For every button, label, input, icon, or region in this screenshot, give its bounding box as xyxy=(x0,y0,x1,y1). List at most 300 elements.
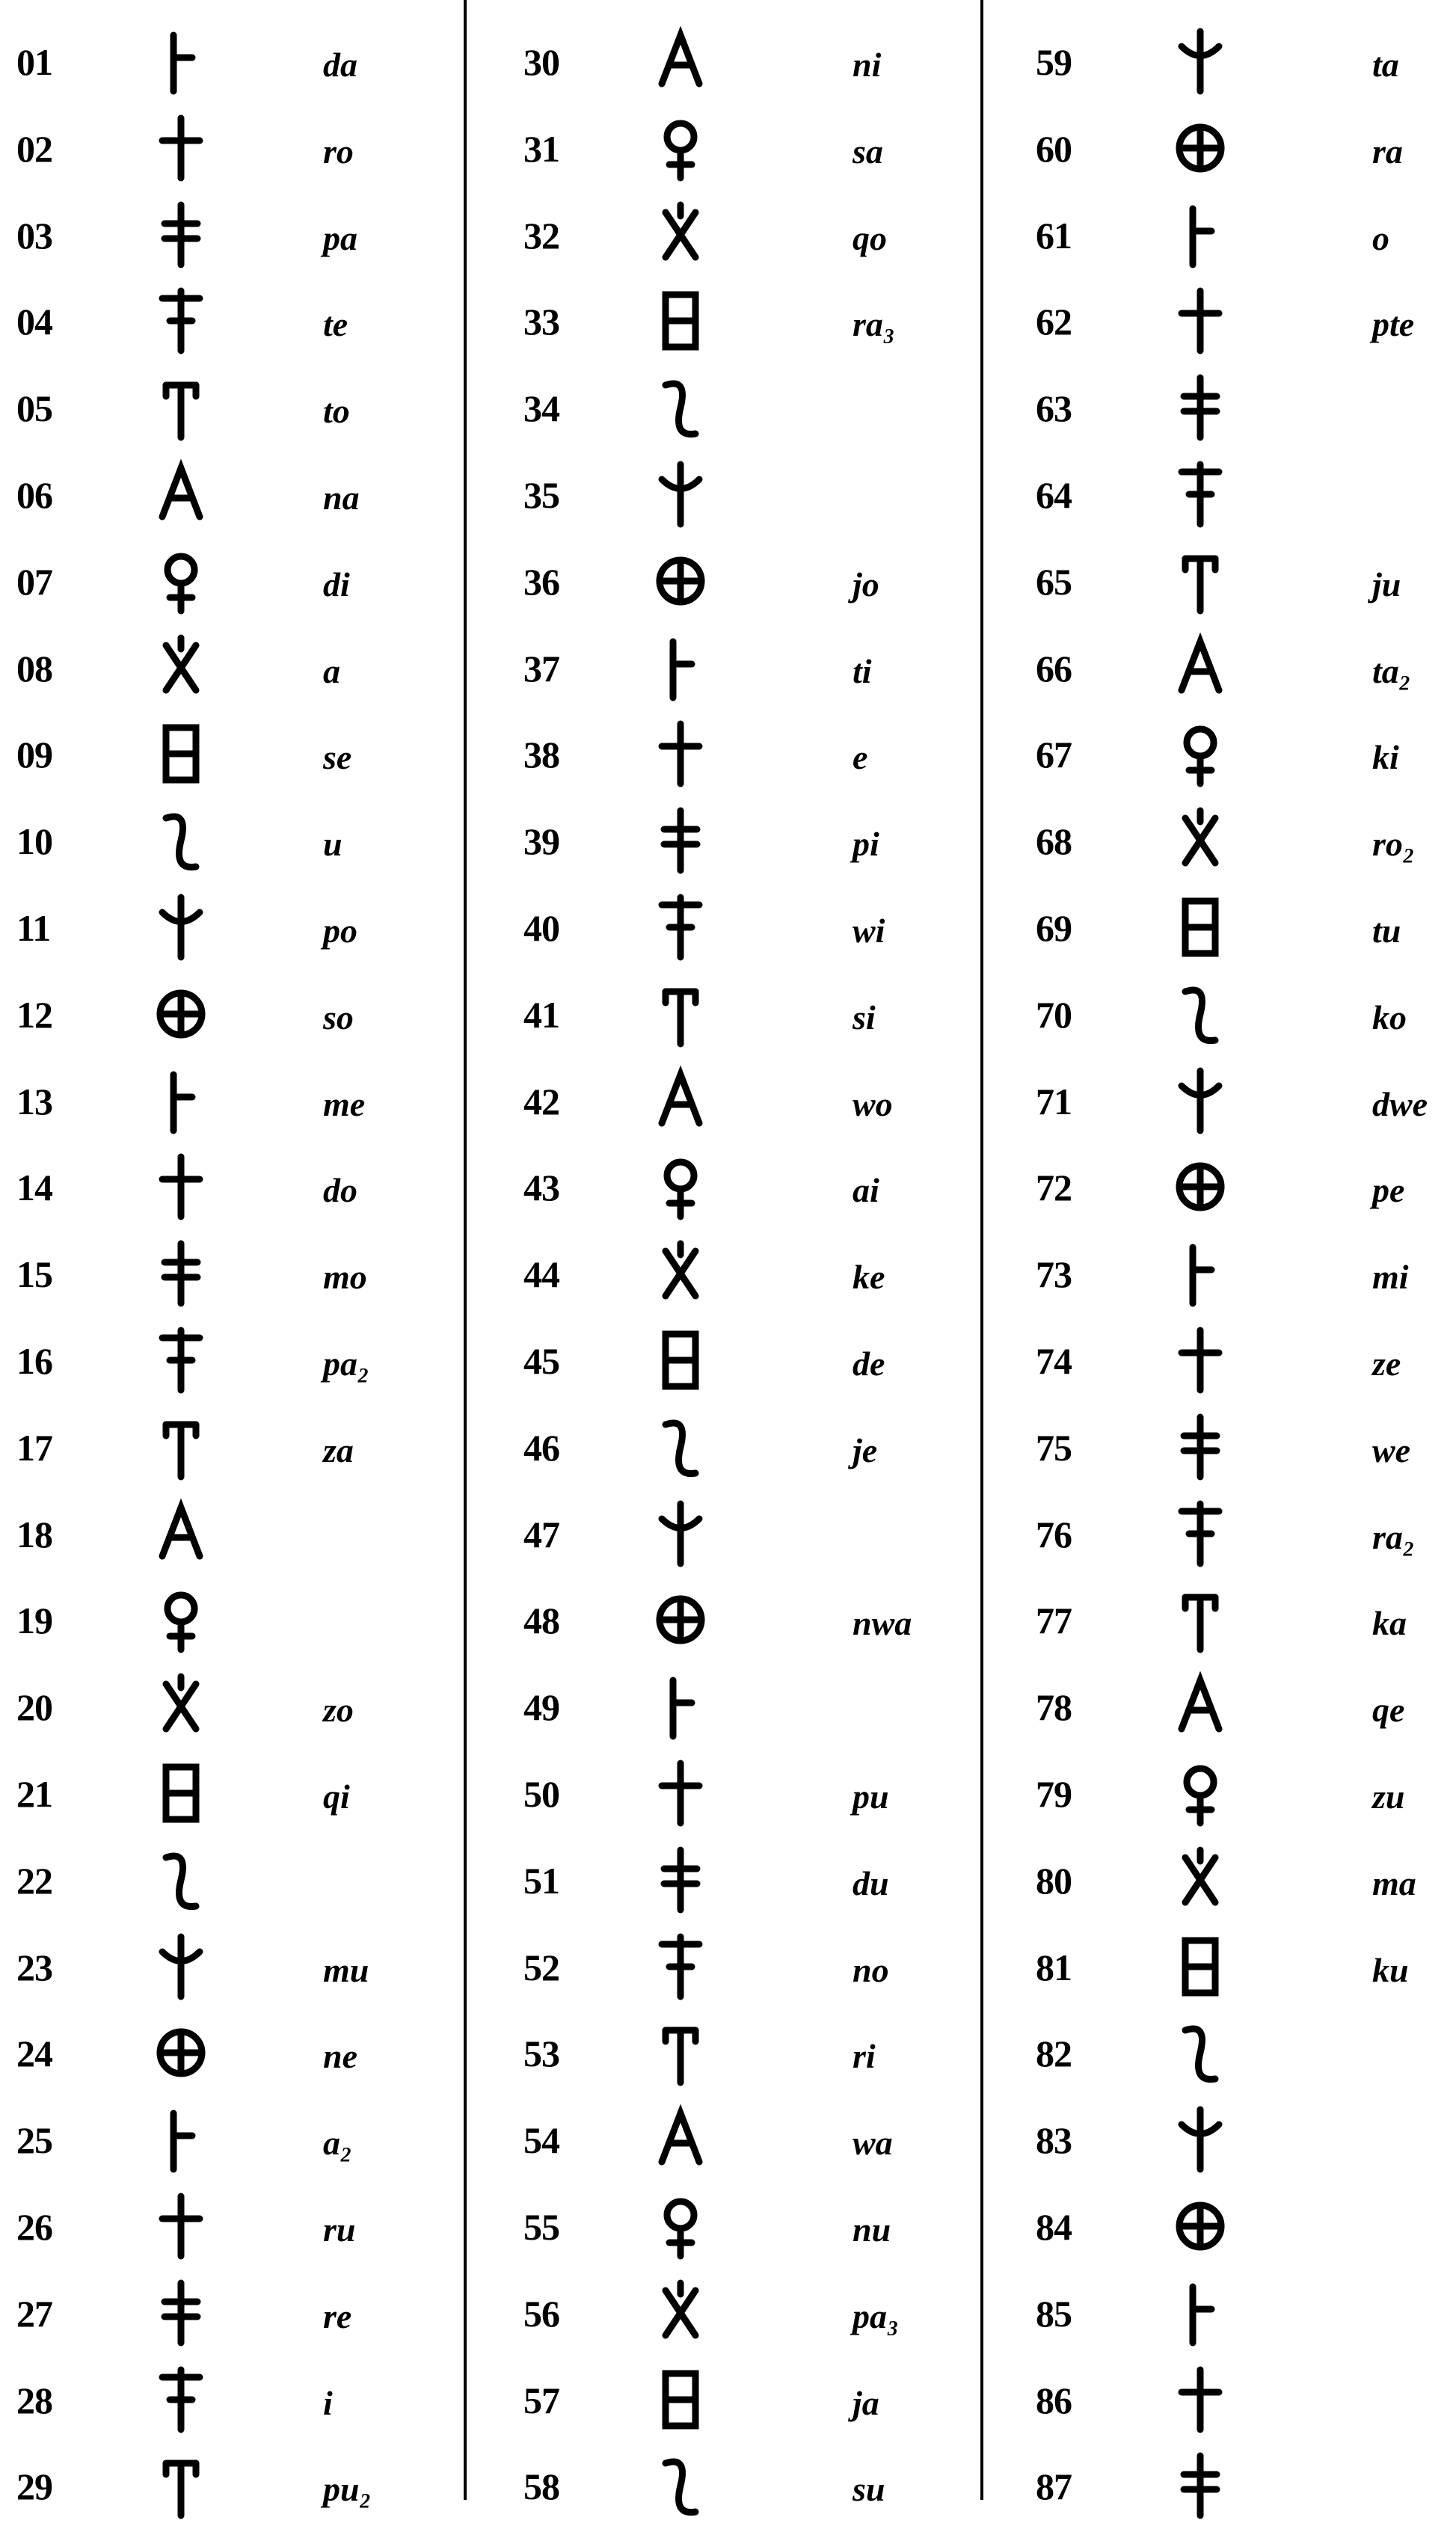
phonetic-value: ke xyxy=(853,1258,885,1297)
linear-b-glyph-icon xyxy=(643,544,718,618)
linear-b-glyph-icon xyxy=(144,544,218,618)
linear-b-glyph-icon xyxy=(144,24,218,99)
sign-row xyxy=(16,2021,450,2108)
phonetic-value: pe xyxy=(1372,1171,1405,1210)
sign-number: 45 xyxy=(523,1339,559,1382)
linear-b-glyph-icon xyxy=(144,1496,218,1571)
linear-b-glyph-icon xyxy=(643,1929,718,2004)
sign-row xyxy=(523,1242,972,1329)
sign-number: 72 xyxy=(1036,1167,1072,1209)
sign-number: 75 xyxy=(1036,1426,1072,1469)
linear-b-glyph-icon xyxy=(643,1843,718,1917)
sign-number: 25 xyxy=(16,2119,52,2162)
sign-row xyxy=(1036,2368,1455,2455)
phonetic-value: ko xyxy=(1372,998,1407,1036)
sign-row xyxy=(16,636,450,723)
linear-b-glyph-icon xyxy=(144,1410,218,1484)
sign-row xyxy=(16,2454,450,2541)
phonetic-value: ra xyxy=(1372,132,1403,170)
sign-row xyxy=(16,1069,450,1156)
sign-number: 78 xyxy=(1036,1686,1072,1729)
sign-number: 18 xyxy=(16,1513,52,1555)
linear-b-glyph-icon xyxy=(1163,2102,1238,2177)
sign-row xyxy=(1036,1416,1455,1502)
sign-number: 39 xyxy=(523,820,559,863)
sign-number: 40 xyxy=(523,906,559,949)
sign-row xyxy=(523,1155,972,1242)
sign-column-3 xyxy=(1036,30,1455,2541)
sign-row xyxy=(523,2368,972,2455)
phonetic-value: wa xyxy=(853,2124,893,2163)
phonetic-value: wo xyxy=(853,1084,893,1123)
sign-row xyxy=(16,1155,450,1242)
linear-b-glyph-icon xyxy=(144,283,218,358)
linear-b-glyph-icon xyxy=(643,2015,718,2090)
phonetic-value: a xyxy=(323,651,340,690)
sign-row xyxy=(16,983,450,1069)
sign-number: 55 xyxy=(523,2205,559,2248)
sign-number: 07 xyxy=(16,560,52,603)
sign-row xyxy=(1036,2021,1455,2108)
sign-number: 12 xyxy=(16,993,52,1036)
column-divider xyxy=(980,0,983,2500)
sign-row xyxy=(16,2195,450,2282)
linear-b-glyph-icon xyxy=(1163,2189,1238,2264)
phonetic-value: ai xyxy=(853,1171,879,1210)
sign-number: 53 xyxy=(523,2033,559,2075)
sign-number: 27 xyxy=(16,2292,52,2335)
sign-number: 37 xyxy=(523,647,559,689)
sign-row xyxy=(523,896,972,983)
sign-number: 87 xyxy=(1036,2465,1072,2508)
linear-b-glyph-icon xyxy=(1163,1582,1238,1657)
linear-b-glyph-icon xyxy=(144,457,218,532)
sign-row xyxy=(16,2282,450,2368)
phonetic-value: i xyxy=(323,2383,333,2422)
linear-b-glyph-icon xyxy=(1163,1149,1238,1224)
linear-b-glyph-icon xyxy=(643,803,718,878)
sign-row xyxy=(1036,463,1455,550)
sign-number: 61 xyxy=(1036,214,1072,256)
sign-row xyxy=(16,1502,450,1589)
sign-row xyxy=(16,1762,450,1849)
phonetic-value: ro₂ xyxy=(1372,825,1415,864)
sign-number: 43 xyxy=(523,1167,559,1209)
sign-row xyxy=(523,2282,972,2368)
sign-number: 23 xyxy=(16,1946,52,1988)
sign-number: 67 xyxy=(1036,734,1072,776)
sign-row xyxy=(16,376,450,463)
sign-row xyxy=(523,1416,972,1502)
phonetic-value: so xyxy=(323,998,354,1036)
sign-number: 84 xyxy=(1036,2205,1072,2248)
sign-number: 14 xyxy=(16,1167,52,1209)
sign-number: 08 xyxy=(16,647,52,689)
sign-number: 46 xyxy=(523,1426,559,1469)
linear-b-glyph-icon xyxy=(1163,2448,1238,2523)
sign-number: 13 xyxy=(16,1080,52,1122)
phonetic-value: za xyxy=(323,1431,354,1469)
phonetic-value: no xyxy=(853,1950,889,1989)
sign-number: 03 xyxy=(16,214,52,256)
phonetic-value: du xyxy=(853,1863,889,1902)
phonetic-value: nu xyxy=(853,2210,891,2249)
linear-b-glyph-icon xyxy=(1163,630,1238,705)
sign-row xyxy=(1036,1502,1455,1589)
sign-number: 81 xyxy=(1036,1946,1072,1988)
phonetic-value: na xyxy=(323,478,360,517)
sign-row xyxy=(1036,2454,1455,2541)
phonetic-value: we xyxy=(1372,1431,1411,1469)
sign-row xyxy=(16,463,450,550)
linear-b-glyph-icon xyxy=(144,1756,218,1831)
linear-b-glyph-icon xyxy=(643,1756,718,1831)
phonetic-value: pa₃ xyxy=(853,2296,900,2335)
phonetic-value: jo xyxy=(853,565,879,603)
sign-number: 17 xyxy=(16,1426,52,1469)
sign-number: 76 xyxy=(1036,1513,1072,1555)
sign-number: 52 xyxy=(523,1946,559,1988)
sign-row xyxy=(1036,1849,1455,1935)
sign-number: 16 xyxy=(16,1339,52,1382)
sign-number: 09 xyxy=(16,734,52,776)
sign-row xyxy=(523,550,972,636)
sign-row xyxy=(523,463,972,550)
phonetic-value: ta₂ xyxy=(1372,651,1411,690)
sign-number: 64 xyxy=(1036,473,1072,516)
linear-b-glyph-icon xyxy=(643,2189,718,2264)
sign-row xyxy=(1036,1588,1455,1675)
sign-number: 56 xyxy=(523,2292,559,2335)
phonetic-value: de xyxy=(853,1344,885,1383)
linear-b-glyph-icon xyxy=(643,24,718,99)
sign-row xyxy=(16,203,450,290)
sign-number: 77 xyxy=(1036,1600,1072,1642)
sign-row xyxy=(523,2454,972,2541)
phonetic-value: ne xyxy=(323,2037,357,2076)
sign-number: 58 xyxy=(523,2465,559,2508)
phonetic-value: pu xyxy=(853,1777,889,1816)
phonetic-value: ka xyxy=(1372,1604,1407,1643)
sign-row xyxy=(1036,30,1455,117)
linear-b-glyph-icon xyxy=(1163,2362,1238,2437)
phonetic-value: ri xyxy=(853,2037,876,2076)
phonetic-value: re xyxy=(323,2296,352,2335)
sign-row xyxy=(523,1069,972,1156)
sign-number: 74 xyxy=(1036,1339,1072,1382)
sign-number: 63 xyxy=(1036,387,1072,430)
sign-number: 26 xyxy=(16,2205,52,2248)
sign-number: 79 xyxy=(1036,1772,1072,1815)
sign-number: 66 xyxy=(1036,647,1072,689)
sign-row xyxy=(1036,983,1455,1069)
linear-b-glyph-icon xyxy=(643,890,718,965)
phonetic-value: qo xyxy=(853,218,887,257)
sign-row xyxy=(523,1588,972,1675)
sign-number: 80 xyxy=(1036,1859,1072,1902)
sign-number: 21 xyxy=(16,1772,52,1815)
phonetic-value: to xyxy=(323,392,350,431)
linear-b-glyph-icon xyxy=(643,1236,718,1311)
sign-number: 41 xyxy=(523,993,559,1036)
sign-row xyxy=(523,809,972,896)
sign-number: 42 xyxy=(523,1080,559,1122)
phonetic-value: u xyxy=(323,825,343,864)
phonetic-value: ja xyxy=(853,2383,879,2422)
linear-b-glyph-icon xyxy=(144,1843,218,1917)
sign-row xyxy=(1036,203,1455,290)
sign-number: 29 xyxy=(16,2465,52,2508)
sign-row xyxy=(523,1762,972,1849)
sign-row xyxy=(1036,2195,1455,2282)
sign-number: 69 xyxy=(1036,906,1072,949)
sign-row xyxy=(16,809,450,896)
sign-row xyxy=(523,30,972,117)
sign-number: 86 xyxy=(1036,2379,1072,2421)
linear-b-glyph-icon xyxy=(643,111,718,185)
phonetic-value: te xyxy=(323,305,348,344)
linear-b-glyph-icon xyxy=(144,1323,218,1398)
sign-row xyxy=(523,636,972,723)
linear-b-glyph-icon xyxy=(1163,1496,1238,1571)
sign-column-1 xyxy=(16,30,450,2541)
phonetic-value: se xyxy=(323,738,352,777)
sign-number: 32 xyxy=(523,214,559,256)
phonetic-value: zu xyxy=(1372,1777,1405,1816)
sign-row xyxy=(523,1935,972,2022)
sign-number: 54 xyxy=(523,2119,559,2162)
phonetic-value: pu₂ xyxy=(323,2470,372,2509)
linear-b-glyph-icon xyxy=(1163,1843,1238,1917)
linear-b-glyph-icon xyxy=(144,1929,218,2004)
sign-row xyxy=(523,289,972,376)
sign-number: 47 xyxy=(523,1513,559,1555)
sign-row xyxy=(523,117,972,203)
linear-b-glyph-icon xyxy=(144,2276,218,2350)
column-divider xyxy=(464,0,467,2500)
sign-row xyxy=(1036,550,1455,636)
sign-row xyxy=(16,30,450,117)
sign-number: 22 xyxy=(16,1859,52,1902)
sign-row xyxy=(1036,1935,1455,2022)
phonetic-value: je xyxy=(853,1431,878,1469)
linear-b-glyph-icon xyxy=(643,2276,718,2350)
phonetic-value: sa xyxy=(853,132,883,170)
phonetic-value: zo xyxy=(323,1691,354,1730)
sign-row xyxy=(16,1242,450,1329)
sign-row xyxy=(523,376,972,463)
sign-number: 57 xyxy=(523,2379,559,2421)
sign-row xyxy=(16,2368,450,2455)
sign-number: 70 xyxy=(1036,993,1072,1036)
linear-b-glyph-icon xyxy=(144,716,218,791)
phonetic-value: ra₂ xyxy=(1372,1517,1415,1556)
sign-row xyxy=(1036,2108,1455,2195)
sign-row xyxy=(16,289,450,376)
sign-row xyxy=(16,1416,450,1502)
linear-b-glyph-icon xyxy=(643,1149,718,1224)
linear-b-glyph-icon xyxy=(643,1063,718,1138)
sign-row xyxy=(523,1502,972,1589)
phonetic-value: mo xyxy=(323,1258,367,1297)
sign-row xyxy=(1036,289,1455,376)
sign-number: 68 xyxy=(1036,820,1072,863)
sign-number: 65 xyxy=(1036,560,1072,603)
linear-b-glyph-icon xyxy=(144,1063,218,1138)
phonetic-value: ju xyxy=(1372,565,1401,603)
phonetic-value: ta xyxy=(1372,46,1399,84)
linear-b-glyph-icon xyxy=(643,1496,718,1571)
phonetic-value: ki xyxy=(1372,738,1399,777)
sign-row xyxy=(523,1675,972,1762)
linear-b-glyph-icon xyxy=(144,2189,218,2264)
sign-row xyxy=(1036,896,1455,983)
sign-row xyxy=(16,1588,450,1675)
phonetic-value: pi xyxy=(853,825,879,864)
phonetic-value: mi xyxy=(1372,1258,1409,1297)
sign-row xyxy=(1036,376,1455,463)
sign-row xyxy=(16,1935,450,2022)
linear-b-glyph-icon xyxy=(643,197,718,272)
phonetic-value: nwa xyxy=(853,1604,912,1643)
sign-row xyxy=(1036,1329,1455,1416)
linear-b-glyph-icon xyxy=(144,2102,218,2177)
linear-b-glyph-icon xyxy=(1163,1410,1238,1484)
sign-row xyxy=(16,1849,450,1935)
phonetic-value: da xyxy=(323,46,357,84)
phonetic-value: qe xyxy=(1372,1691,1405,1730)
phonetic-value: ni xyxy=(853,46,882,84)
phonetic-value: e xyxy=(853,738,868,777)
sign-number: 19 xyxy=(16,1600,52,1642)
linear-b-glyph-icon xyxy=(144,630,218,705)
phonetic-value: ra₃ xyxy=(853,305,895,344)
sign-row xyxy=(523,203,972,290)
phonetic-value: ze xyxy=(1372,1344,1401,1383)
sign-number: 50 xyxy=(523,1772,559,1815)
linear-b-glyph-icon xyxy=(643,2102,718,2177)
sign-number: 49 xyxy=(523,1686,559,1729)
linear-b-glyph-icon xyxy=(1163,24,1238,99)
sign-number: 06 xyxy=(16,473,52,516)
phonetic-value: me xyxy=(323,1084,366,1123)
linear-b-glyph-icon xyxy=(144,197,218,272)
phonetic-value: po xyxy=(323,911,357,950)
sign-row xyxy=(16,117,450,203)
sign-number: 04 xyxy=(16,301,52,343)
linear-b-glyph-icon xyxy=(1163,1929,1238,2004)
linear-b-glyph-icon xyxy=(643,1323,718,1398)
phonetic-value: do xyxy=(323,1171,357,1210)
sign-number: 44 xyxy=(523,1253,559,1296)
sign-row xyxy=(1036,1069,1455,1156)
sign-row xyxy=(16,722,450,809)
sign-number: 30 xyxy=(523,41,559,83)
linear-b-glyph-icon xyxy=(144,977,218,1051)
sign-number: 24 xyxy=(16,2033,52,2075)
linear-b-glyph-icon xyxy=(144,1669,218,1744)
linear-b-glyph-icon xyxy=(643,630,718,705)
linear-b-glyph-icon xyxy=(144,803,218,878)
sign-row xyxy=(523,1329,972,1416)
sign-number: 71 xyxy=(1036,1080,1072,1122)
phonetic-value: mu xyxy=(323,1950,369,1989)
sign-row xyxy=(16,1329,450,1416)
linear-b-glyph-icon xyxy=(1163,1063,1238,1138)
sign-number: 51 xyxy=(523,1859,559,1902)
linear-b-glyph-icon xyxy=(144,2362,218,2437)
sign-row xyxy=(1036,1675,1455,1762)
phonetic-value: ma xyxy=(1372,1863,1416,1902)
linear-b-glyph-icon xyxy=(1163,890,1238,965)
phonetic-value: pa₂ xyxy=(323,1344,370,1383)
sign-number: 35 xyxy=(523,473,559,516)
sign-row xyxy=(523,2195,972,2282)
linear-b-glyph-icon xyxy=(144,2015,218,2090)
phonetic-value: ti xyxy=(853,651,872,690)
linear-b-glyph-icon xyxy=(643,283,718,358)
linear-b-glyph-icon xyxy=(1163,1236,1238,1311)
linear-b-glyph-icon xyxy=(1163,111,1238,185)
sign-row xyxy=(1036,1242,1455,1329)
sign-number: 83 xyxy=(1036,2119,1072,2162)
sign-row xyxy=(523,983,972,1069)
sign-number: 10 xyxy=(16,820,52,863)
linear-b-glyph-icon xyxy=(1163,977,1238,1051)
linear-b-glyph-icon xyxy=(144,1582,218,1657)
sign-number: 59 xyxy=(1036,41,1072,83)
sign-number: 02 xyxy=(16,127,52,170)
sign-number: 11 xyxy=(16,906,51,949)
sign-number: 48 xyxy=(523,1600,559,1642)
linear-b-glyph-icon xyxy=(1163,283,1238,358)
sign-row xyxy=(523,2021,972,2108)
sign-number: 60 xyxy=(1036,127,1072,170)
sign-number: 85 xyxy=(1036,2292,1072,2335)
linear-b-glyph-icon xyxy=(1163,803,1238,878)
phonetic-value: wi xyxy=(853,911,885,950)
linear-b-glyph-icon xyxy=(643,370,718,445)
sign-number: 20 xyxy=(16,1686,52,1729)
sign-row xyxy=(16,896,450,983)
sign-row xyxy=(523,722,972,809)
sign-number: 28 xyxy=(16,2379,52,2421)
sign-row xyxy=(16,550,450,636)
sign-row xyxy=(1036,1155,1455,1242)
phonetic-value: pte xyxy=(1372,305,1415,344)
sign-number: 73 xyxy=(1036,1253,1072,1296)
sign-number: 34 xyxy=(523,387,559,430)
linear-b-glyph-icon xyxy=(643,2362,718,2437)
sign-row xyxy=(523,2108,972,2195)
linear-b-glyph-icon xyxy=(144,2448,218,2523)
phonetic-value: ro xyxy=(323,132,354,170)
sign-row xyxy=(16,2108,450,2195)
linear-b-glyph-icon xyxy=(1163,370,1238,445)
linear-b-glyph-icon xyxy=(1163,716,1238,791)
sign-number: 33 xyxy=(523,301,559,343)
phonetic-value: su xyxy=(853,2470,885,2509)
sign-row xyxy=(1036,117,1455,203)
linear-b-glyph-icon xyxy=(1163,1756,1238,1831)
linear-b-glyph-icon xyxy=(643,1410,718,1484)
sign-number: 62 xyxy=(1036,301,1072,343)
linear-b-glyph-icon xyxy=(144,111,218,185)
linear-b-glyph-icon xyxy=(643,1669,718,1744)
linear-b-glyph-icon xyxy=(1163,2015,1238,2090)
phonetic-value: tu xyxy=(1372,911,1401,950)
linear-b-glyph-icon xyxy=(144,1236,218,1311)
